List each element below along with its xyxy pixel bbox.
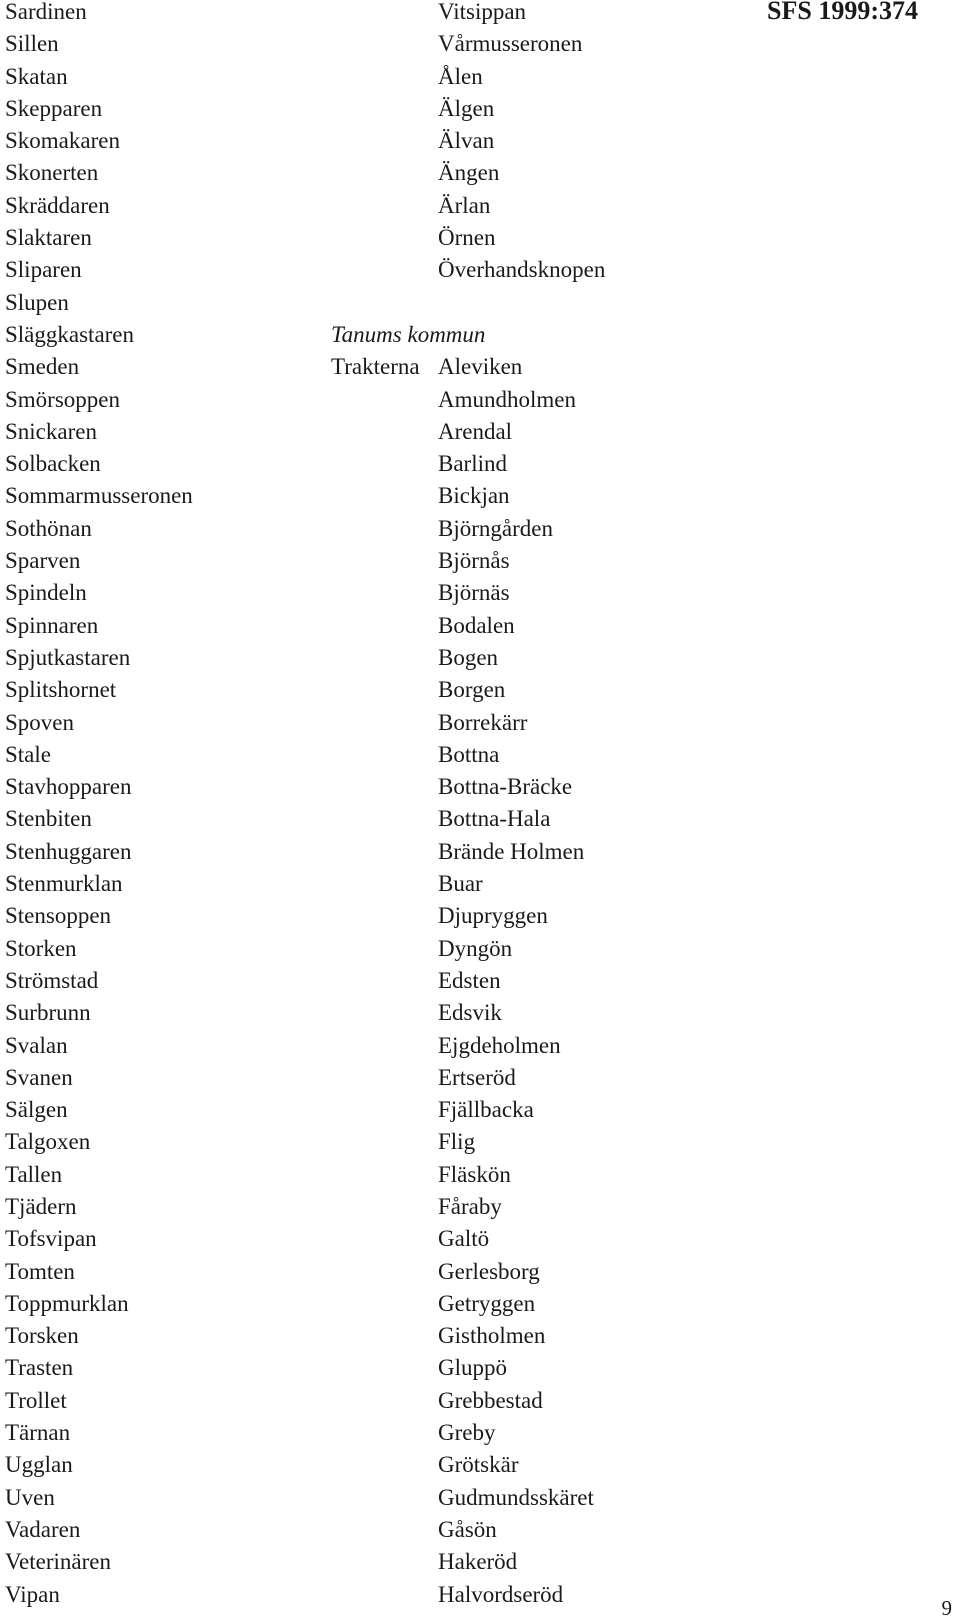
place-name: Spindeln (5, 580, 87, 606)
place-name: Tofsvipan (5, 1226, 97, 1252)
place-name: Trasten (5, 1355, 74, 1381)
page-number: 9 (941, 1596, 952, 1620)
place-name: Surbrunn (5, 1000, 91, 1026)
place-name: Bodalen (438, 612, 515, 638)
place-name (438, 323, 605, 355)
municipality-heading: Tanums kommun (331, 321, 486, 347)
place-name: Brände Holmen (438, 838, 585, 864)
place-name: Arendal (438, 418, 513, 444)
place-name: Sardinen (5, 0, 87, 24)
place-name: Tomten (5, 1258, 75, 1284)
tracts-label: Trakterna (331, 354, 420, 380)
place-name: Torsken (5, 1323, 79, 1349)
place-name: Spjutkastaren (5, 644, 131, 670)
place-name: Storken (5, 935, 77, 961)
place-name: Fåraby (438, 1193, 502, 1219)
place-name: Stenmurklan (5, 871, 123, 897)
place-name: Ålen (438, 63, 483, 89)
place-name: Borgen (438, 677, 506, 703)
place-name: Getryggen (438, 1290, 536, 1316)
place-name: Vårmusseronen (438, 31, 583, 57)
place-name: Sparven (5, 548, 81, 574)
place-name: Fläskön (438, 1161, 511, 1187)
place-name: Buar (438, 871, 483, 897)
place-name: Vadaren (5, 1516, 81, 1542)
place-name: Örnen (438, 225, 496, 251)
place-name: Fjällbacka (438, 1097, 534, 1123)
place-name: Gluppö (438, 1355, 507, 1381)
place-name: Skonerten (5, 160, 99, 186)
place-name: Solbacken (5, 451, 101, 477)
right-name-column (438, 0, 605, 1615)
place-name: Snickaren (5, 418, 97, 444)
place-name: Bickjan (438, 483, 510, 509)
place-name: Grebbestad (438, 1387, 543, 1413)
place-name: Spinnaren (5, 612, 99, 638)
place-name: Sillen (5, 31, 59, 57)
place-name: Flig (438, 1129, 476, 1155)
place-name: Greby (438, 1420, 496, 1446)
place-name: Ugglan (5, 1452, 73, 1478)
place-name: Edsvik (438, 1000, 502, 1026)
place-name: Gerlesborg (438, 1258, 540, 1284)
place-name: Smörsoppen (5, 386, 120, 412)
place-name: Smeden (5, 354, 80, 380)
place-name: Talgoxen (5, 1129, 91, 1155)
place-name: Djupryggen (438, 903, 548, 929)
place-name: Björnäs (438, 580, 510, 606)
place-name: Ejgdeholmen (438, 1032, 561, 1058)
place-name: Uven (5, 1484, 55, 1510)
place-name: Älgen (438, 95, 495, 121)
place-name: Björnås (438, 548, 510, 574)
place-name: Bogen (438, 644, 499, 670)
place-name: Stavhopparen (5, 774, 132, 800)
place-name: Älvan (438, 128, 495, 154)
place-name: Gåsön (438, 1516, 497, 1542)
place-name: Halvordseröd (438, 1581, 564, 1607)
place-name: Ärlan (438, 192, 491, 218)
left-name-column (5, 0, 193, 1615)
place-name: Splitshornet (5, 677, 117, 703)
place-name: Tärnan (5, 1420, 71, 1446)
place-name: Borrekärr (438, 709, 528, 735)
place-name: Skomakaren (5, 128, 120, 154)
place-name: Barlind (438, 451, 507, 477)
place-name: Ertseröd (438, 1064, 516, 1090)
place-name: Sälgen (5, 1097, 68, 1123)
place-name: Galtö (438, 1226, 490, 1252)
place-name: Svanen (5, 1064, 73, 1090)
place-name: Gudmundsskäret (438, 1484, 594, 1510)
place-name: Veterinären (5, 1549, 111, 1575)
place-name: Sothönan (5, 515, 92, 541)
place-name: Skatan (5, 63, 68, 89)
place-name: Amundholmen (438, 386, 576, 412)
place-name: Gistholmen (438, 1323, 546, 1349)
place-name: Strömstad (5, 967, 99, 993)
place-name: Björngården (438, 515, 553, 541)
place-name: Slaktaren (5, 225, 92, 251)
place-name: Toppmurklan (5, 1290, 129, 1316)
place-name: Stenbiten (5, 806, 92, 832)
place-name: Tjädern (5, 1193, 77, 1219)
place-name: Vitsippan (438, 0, 527, 24)
place-name: Skepparen (5, 95, 103, 121)
place-name: Stensoppen (5, 903, 112, 929)
sfs-number: SFS 1999:374 (767, 0, 918, 25)
place-name: Sliparen (5, 257, 82, 283)
place-name: Hakeröd (438, 1549, 518, 1575)
place-name: Edsten (438, 967, 501, 993)
place-name: Överhandsknopen (438, 257, 606, 283)
place-name: Tallen (5, 1161, 63, 1187)
place-name: Svalan (5, 1032, 68, 1058)
place-name: Trollet (5, 1387, 67, 1413)
place-name: Skräddaren (5, 192, 110, 218)
place-name: Bottna (438, 741, 500, 767)
place-name: Aleviken (438, 354, 523, 380)
place-name: Spoven (5, 709, 74, 735)
place-name: Slupen (5, 289, 69, 315)
place-name: Ängen (438, 160, 500, 186)
place-name: Grötskär (438, 1452, 519, 1478)
place-name: Stenhuggaren (5, 838, 132, 864)
place-name: Dyngön (438, 935, 513, 961)
place-name: Bottna-Bräcke (438, 774, 573, 800)
place-name (438, 291, 605, 323)
place-name: Bottna-Hala (438, 806, 551, 832)
place-name: Släggkastaren (5, 321, 135, 347)
place-name: Vipan (5, 1581, 60, 1607)
place-name: Stale (5, 741, 51, 767)
place-name: Sommarmusseronen (5, 483, 193, 509)
